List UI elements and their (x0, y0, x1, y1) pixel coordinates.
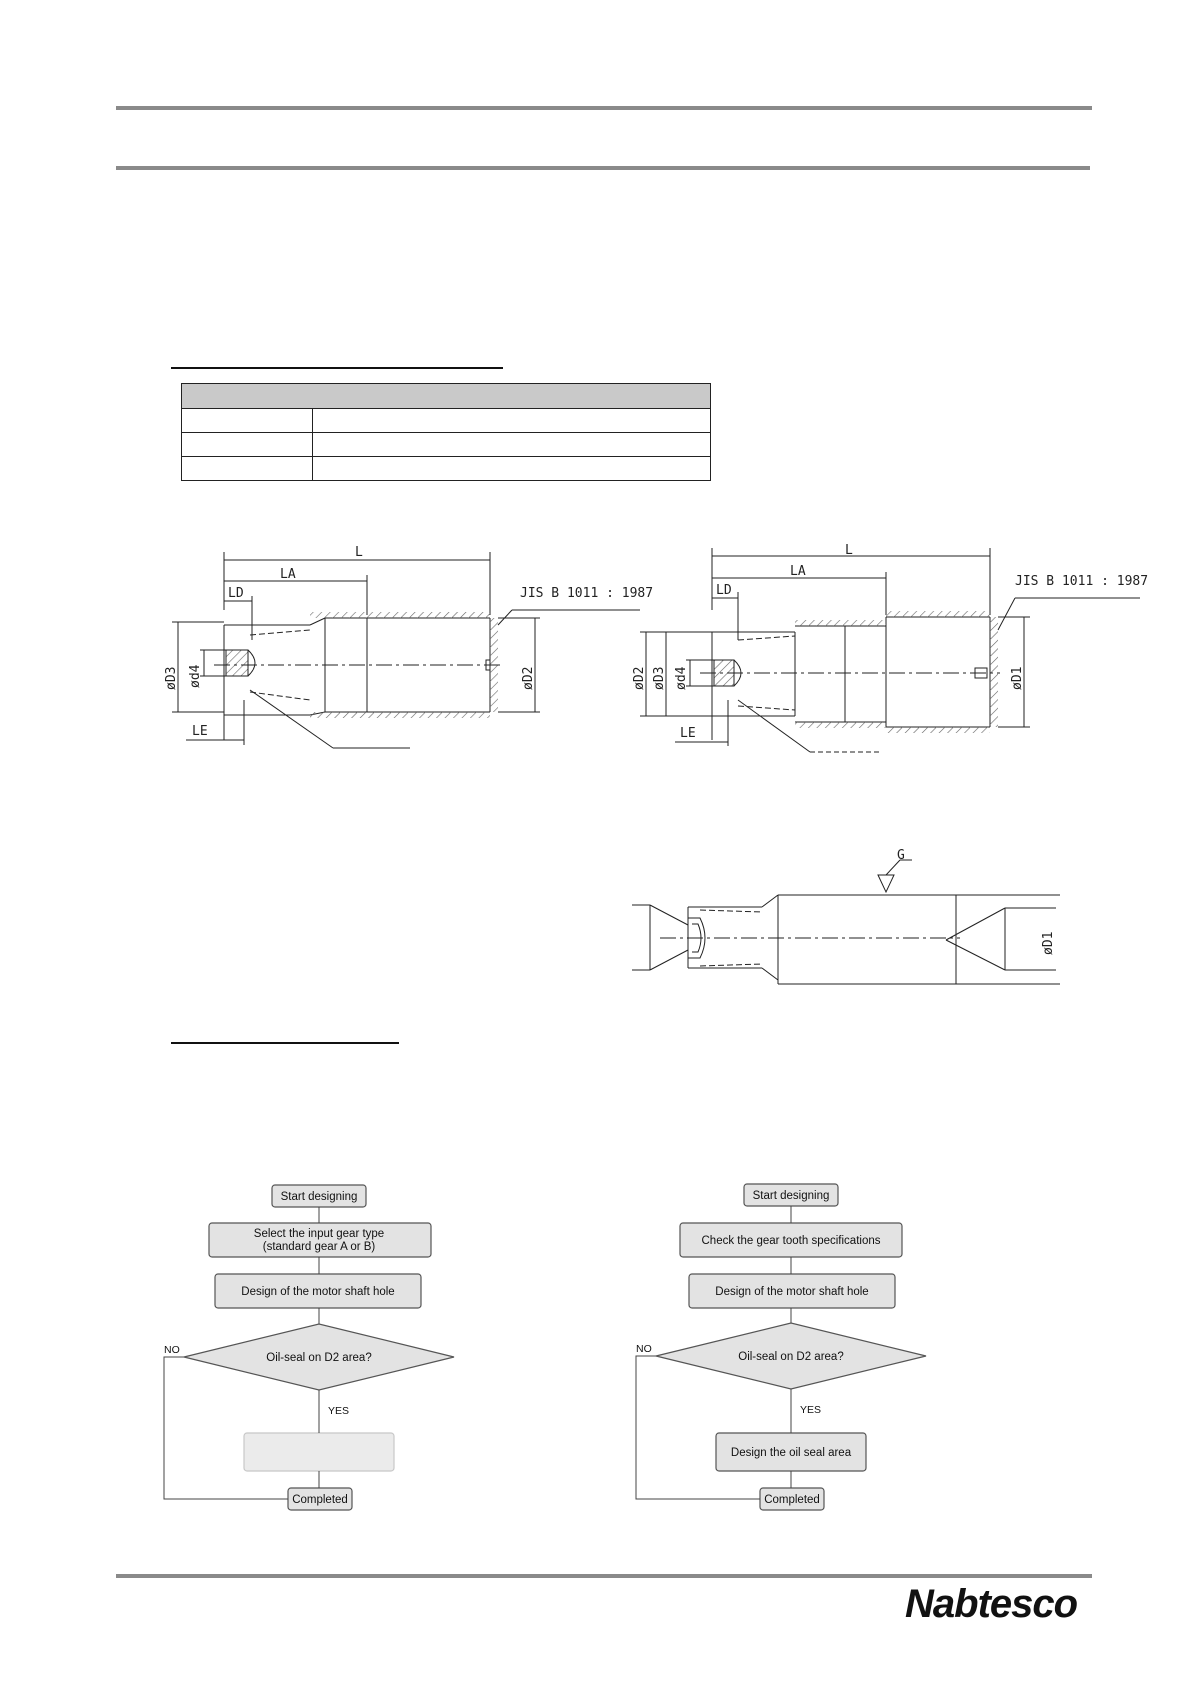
flow-start-label: Start designing (752, 1190, 830, 1202)
flow-no-label: NO (164, 1344, 180, 1356)
dim-label-D3: øD3 (164, 666, 179, 690)
dim-label-D1: øD1 (1010, 666, 1025, 690)
flow-step2-label: Design of the motor shaft hole (715, 1286, 869, 1298)
flow-yes-label: YES (800, 1404, 822, 1416)
dim-label-LA: LA (280, 567, 296, 582)
jis-label: JIS B 1011 : 1987 (520, 586, 654, 601)
dim-label-D2: øD2 (521, 666, 536, 690)
dim-label-LD: LD (716, 583, 732, 598)
flow-yes-label: YES (328, 1405, 350, 1417)
dim-label-D2: øD2 (632, 666, 647, 690)
dim-label-d4: ød4 (188, 664, 203, 688)
flow-decision-label: Oil-seal on D2 area? (738, 1351, 844, 1363)
dim-label-L: L (845, 543, 853, 558)
dim-label-D1: øD1 (1041, 931, 1056, 955)
flow-start-label: Start designing (280, 1191, 358, 1203)
surface-label-G: G (897, 848, 905, 863)
flow-end-label: Completed (292, 1494, 348, 1506)
dim-label-D3: øD3 (652, 666, 667, 690)
flow-step1-label-line2: (standard gear A or B) (262, 1241, 376, 1253)
flow-decision-label: Oil-seal on D2 area? (266, 1352, 372, 1364)
dim-label-L: L (355, 545, 363, 560)
flow-step3-label: Design the oil seal area (730, 1447, 852, 1459)
dim-label-LE: LE (680, 726, 696, 741)
flow-step1-label-line1: Select the input gear type (253, 1228, 385, 1240)
flow-no-label: NO (636, 1343, 652, 1355)
nabtesco-logo: Nabtesco (905, 1582, 1078, 1626)
dim-label-LA: LA (790, 564, 806, 579)
flow-step1-label: Check the gear tooth specifications (701, 1235, 881, 1247)
dim-label-LD: LD (228, 586, 244, 601)
footer-rule (116, 1574, 1092, 1578)
flow-end-label: Completed (764, 1494, 820, 1506)
flow-step2-label: Design of the motor shaft hole (241, 1286, 395, 1298)
dim-label-LE: LE (192, 724, 208, 739)
jis-label: JIS B 1011 : 1987 (1015, 574, 1149, 589)
dim-label-d4: ød4 (674, 666, 689, 690)
